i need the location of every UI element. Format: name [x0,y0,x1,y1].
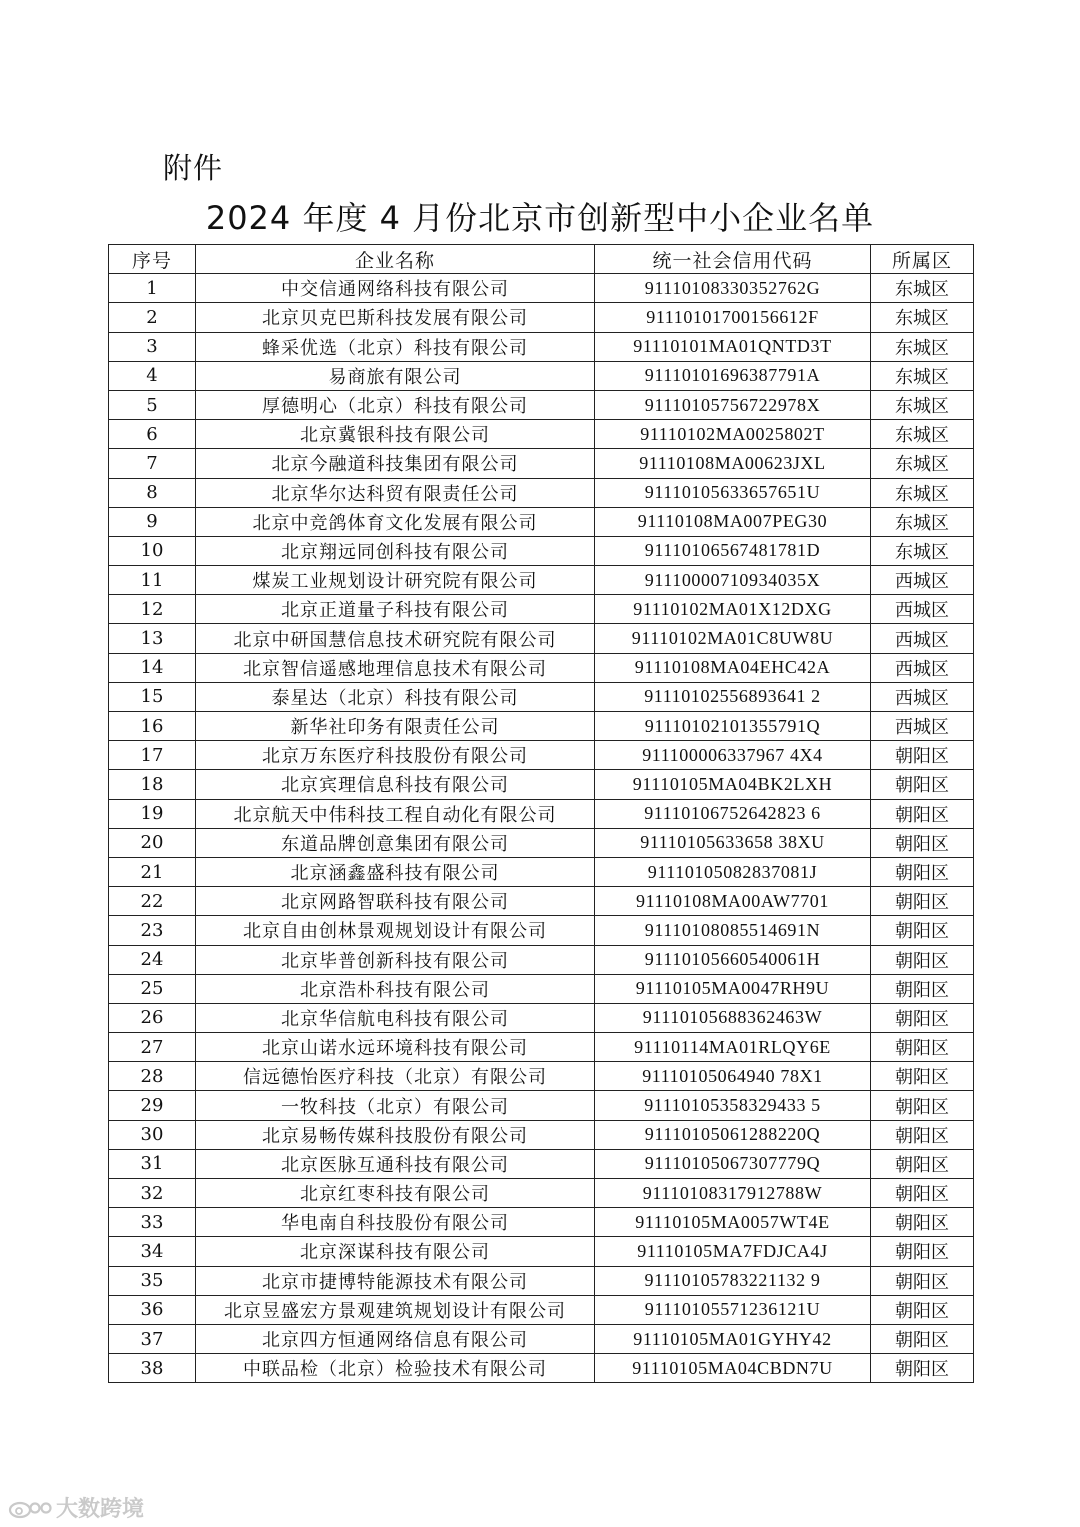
row-index: 6 [109,420,196,449]
table-row [109,653,974,682]
district: 西城区 [871,682,974,711]
district: 朝阳区 [871,1354,974,1383]
district: 朝阳区 [871,799,974,828]
credit-code: 91110105756722978X [595,390,871,419]
company-name: 北京医脉互通科技有限公司 [196,1149,595,1178]
table-row [109,1266,974,1295]
table-row [109,332,974,361]
district: 朝阳区 [871,916,974,945]
company-name: 华电南自科技股份有限公司 [196,1208,595,1237]
row-index: 8 [109,478,196,507]
company-name: 北京今融道科技集团有限公司 [196,449,595,478]
row-index: 4 [109,361,196,390]
row-index: 27 [109,1033,196,1062]
company-name: 北京涵鑫盛科技有限公司 [196,857,595,886]
table-row [109,595,974,624]
table-row [109,449,974,478]
row-index: 36 [109,1295,196,1324]
row-index: 13 [109,624,196,653]
table-row [109,1179,974,1208]
row-index: 26 [109,1003,196,1032]
table-row [109,303,974,332]
district: 西城区 [871,624,974,653]
row-index: 22 [109,887,196,916]
district: 朝阳区 [871,1237,974,1266]
district: 朝阳区 [871,1179,974,1208]
credit-code: 91110105688362463W [595,1003,871,1032]
district: 朝阳区 [871,1208,974,1237]
row-index: 17 [109,741,196,770]
company-name: 北京宾理信息科技有限公司 [196,770,595,799]
row-index: 20 [109,828,196,857]
company-name: 中交信通网络科技有限公司 [196,274,595,303]
credit-code: 91110105358329433 5 [595,1091,871,1120]
district: 朝阳区 [871,1062,974,1091]
district: 东城区 [871,361,974,390]
company-name: 新华社印务有限责任公司 [196,712,595,741]
company-name: 一牧科技（北京）有限公司 [196,1091,595,1120]
credit-code: 91110105MA0047RH9U [595,974,871,1003]
row-index: 1 [109,274,196,303]
credit-code: 91110114MA01RLQY6E [595,1033,871,1062]
district: 东城区 [871,536,974,565]
company-name: 中联品检（北京）检验技术有限公司 [196,1354,595,1383]
row-index: 16 [109,712,196,741]
table-row [109,1237,974,1266]
credit-code: 91110105MA0057WT4E [595,1208,871,1237]
table-row [109,799,974,828]
table-row [109,974,974,1003]
row-index: 5 [109,390,196,419]
company-name: 信远德怡医疗科技（北京）有限公司 [196,1062,595,1091]
credit-code: 91110101700156612F [595,303,871,332]
enterprise-table [108,244,974,1383]
row-index: 3 [109,332,196,361]
row-index: 21 [109,857,196,886]
district: 朝阳区 [871,857,974,886]
row-index: 35 [109,1266,196,1295]
company-name: 北京红枣科技有限公司 [196,1179,595,1208]
credit-code: 91110101696387791A [595,361,871,390]
company-name: 北京贝克巴斯科技发展有限公司 [196,303,595,332]
company-name: 北京航天中伟科技工程自动化有限公司 [196,799,595,828]
credit-code: 91110105MA7FDJCA4J [595,1237,871,1266]
table-row [109,1003,974,1032]
row-index: 37 [109,1324,196,1353]
row-index: 14 [109,653,196,682]
row-index: 19 [109,799,196,828]
district: 西城区 [871,595,974,624]
credit-code: 91110106567481781D [595,536,871,565]
district: 东城区 [871,303,974,332]
company-name: 北京浩朴科技有限公司 [196,974,595,1003]
district: 西城区 [871,712,974,741]
watermark [8,1492,144,1523]
table-row [109,361,974,390]
row-index: 24 [109,945,196,974]
row-index: 31 [109,1149,196,1178]
company-name: 东道品牌创意集团有限公司 [196,828,595,857]
row-index: 9 [109,507,196,536]
company-name: 厚德明心（北京）科技有限公司 [196,390,595,419]
table-row [109,420,974,449]
company-name: 泰星达（北京）科技有限公司 [196,682,595,711]
district: 东城区 [871,478,974,507]
row-index: 23 [109,916,196,945]
district: 朝阳区 [871,1091,974,1120]
district: 东城区 [871,274,974,303]
company-name: 北京市捷博特能源技术有限公司 [196,1266,595,1295]
district: 朝阳区 [871,828,974,857]
district: 朝阳区 [871,1266,974,1295]
credit-code: 91110102556893641 2 [595,682,871,711]
row-index: 10 [109,536,196,565]
column-header-credit-code: 统一社会信用代码 [595,245,871,274]
credit-code: 91110105064940 78X1 [595,1062,871,1091]
district: 朝阳区 [871,770,974,799]
district: 朝阳区 [871,1120,974,1149]
company-name: 北京华信航电科技有限公司 [196,1003,595,1032]
credit-code: 91110108MA00623JXL [595,449,871,478]
district: 朝阳区 [871,945,974,974]
row-index: 33 [109,1208,196,1237]
table-row [109,916,974,945]
district: 西城区 [871,653,974,682]
table-row [109,1208,974,1237]
table-row [109,1120,974,1149]
district: 东城区 [871,420,974,449]
credit-code: 91110105067307779Q [595,1149,871,1178]
row-index: 18 [109,770,196,799]
credit-code: 91110101MA01QNTD3T [595,332,871,361]
table-row [109,390,974,419]
table-row [109,945,974,974]
company-name: 北京网路智联科技有限公司 [196,887,595,916]
credit-code: 91110105633657651U [595,478,871,507]
company-name: 北京深谋科技有限公司 [196,1237,595,1266]
row-index: 25 [109,974,196,1003]
district: 朝阳区 [871,974,974,1003]
page-title: 2024 年度 4 月份北京市创新型中小企业名单 [205,199,875,237]
credit-code: 91110000710934035X [595,566,871,595]
table-row [109,887,974,916]
district: 朝阳区 [871,1003,974,1032]
company-name: 北京万东医疗科技股份有限公司 [196,741,595,770]
district: 西城区 [871,566,974,595]
table-row [109,828,974,857]
table-row [109,536,974,565]
row-index: 30 [109,1120,196,1149]
credit-code: 91110102101355791Q [595,712,871,741]
credit-code: 911100006337967 4X4 [595,741,871,770]
row-index: 12 [109,595,196,624]
credit-code: 91110105061288220Q [595,1120,871,1149]
table-row [109,1033,974,1062]
company-name: 蜂采优选（北京）科技有限公司 [196,332,595,361]
credit-code: 91110105633658 38XU [595,828,871,857]
credit-code: 91110105571236121U [595,1295,871,1324]
row-index: 15 [109,682,196,711]
district: 东城区 [871,449,974,478]
table-row [109,1062,974,1091]
credit-code: 91110105MA04CBDN7U [595,1354,871,1383]
attachment-label: 附件 [163,151,224,185]
row-index: 7 [109,449,196,478]
credit-code: 91110102MA0025802T [595,420,871,449]
district: 东城区 [871,332,974,361]
company-name: 北京毕普创新科技有限公司 [196,945,595,974]
table-row [109,478,974,507]
company-name: 北京翔远同创科技有限公司 [196,536,595,565]
credit-code: 91110108085514691N [595,916,871,945]
company-name: 北京冀银科技有限公司 [196,420,595,449]
table-row [109,857,974,886]
district: 东城区 [871,507,974,536]
weibo-logo-icon [8,1496,52,1520]
district: 朝阳区 [871,1149,974,1178]
district: 朝阳区 [871,1033,974,1062]
row-index: 2 [109,303,196,332]
credit-code: 91110105MA04BK2LXH [595,770,871,799]
column-header-index: 序号 [109,245,196,274]
credit-code: 91110106752642823 6 [595,799,871,828]
watermark-text: 大数跨境 [56,1497,145,1522]
table-row [109,1295,974,1324]
company-name: 易商旅有限公司 [196,361,595,390]
column-header-name: 企业名称 [196,245,595,274]
credit-code: 91110108MA00AW7701 [595,887,871,916]
row-index: 38 [109,1354,196,1383]
column-header-district: 所属区 [871,245,974,274]
company-name: 北京自由创林景观规划设计有限公司 [196,916,595,945]
table-row [109,1354,974,1383]
table-row [109,712,974,741]
credit-code: 91110105660540061H [595,945,871,974]
district: 东城区 [871,390,974,419]
credit-code: 91110108330352762G [595,274,871,303]
credit-code: 91110105MA01GYHY42 [595,1324,871,1353]
credit-code: 91110102MA01C8UW8U [595,624,871,653]
company-name: 煤炭工业规划设计研究院有限公司 [196,566,595,595]
table-row [109,770,974,799]
district: 朝阳区 [871,887,974,916]
company-name: 北京昱盛宏方景观建筑规划设计有限公司 [196,1295,595,1324]
company-name: 北京华尔达科贸有限责任公司 [196,478,595,507]
row-index: 28 [109,1062,196,1091]
credit-code: 91110105082837081J [595,857,871,886]
table-row [109,1149,974,1178]
company-name: 北京四方恒通网络信息有限公司 [196,1324,595,1353]
table-row [109,624,974,653]
company-name: 北京智信遥感地理信息技术有限公司 [196,653,595,682]
table-row [109,566,974,595]
table-row [109,1091,974,1120]
district: 朝阳区 [871,1324,974,1353]
credit-code: 91110102MA01X12DXG [595,595,871,624]
company-name: 北京中竞鸽体育文化发展有限公司 [196,507,595,536]
credit-code: 91110105783221132 9 [595,1266,871,1295]
table-row [109,1324,974,1353]
district: 朝阳区 [871,1295,974,1324]
credit-code: 91110108MA04EHC42A [595,653,871,682]
table-row [109,741,974,770]
company-name: 北京正道量子科技有限公司 [196,595,595,624]
table-row [109,274,974,303]
credit-code: 91110108MA007PEG30 [595,507,871,536]
table-row [109,507,974,536]
row-index: 32 [109,1179,196,1208]
table-header-row [109,245,974,274]
credit-code: 91110108317912788W [595,1179,871,1208]
table-body [109,274,974,1383]
district: 朝阳区 [871,741,974,770]
company-name: 北京中研国慧信息技术研究院有限公司 [196,624,595,653]
table-row [109,682,974,711]
company-name: 北京易畅传媒科技股份有限公司 [196,1120,595,1149]
company-name: 北京山诺水远环境科技有限公司 [196,1033,595,1062]
row-index: 11 [109,566,196,595]
row-index: 34 [109,1237,196,1266]
row-index: 29 [109,1091,196,1120]
